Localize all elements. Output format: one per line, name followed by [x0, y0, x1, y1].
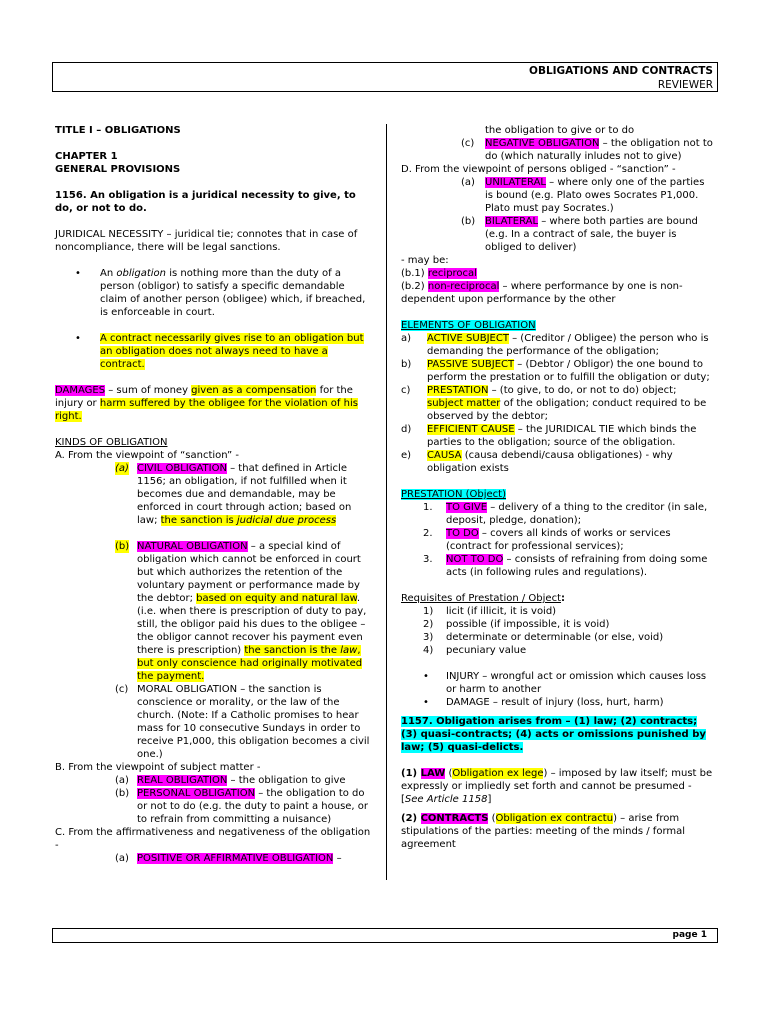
kinds-heading: KINDS OF OBLIGATION: [55, 437, 168, 448]
damages-def: DAMAGES – sum of money given as a compensation for the injury or harm suffered by the obligee for the violation of his right.: [55, 385, 358, 422]
header-subtitle: REVIEWER: [657, 79, 713, 91]
law-source: (1) LAW (Obligation ex lege) – imposed by law itself; must be expressly or impliedly set forth and cannot be presumed - [See Article 1158]: [401, 768, 713, 805]
list-item: 1) licit (if illicit, it is void): [423, 606, 557, 617]
list-item: c) PRESTATION – (to give, to do, or not to do) object; subject matter of the obligation; conduct required to be observed by the debtor;: [401, 385, 707, 422]
list-item: 3) determinate or determinable (or else, void): [423, 632, 664, 643]
right-column: [401, 124, 713, 851]
list-item: a) ACTIVE SUBJECT – (Creditor / Obligee) the person who is demanding the performance of the obligation;: [401, 333, 709, 357]
reciprocal-line: (b.1) reciprocal: [401, 268, 477, 279]
page-number: page 1: [672, 930, 707, 940]
article-1156: 1156. An obligation is a juridical necessity to give, to do, or not to do.: [55, 190, 356, 214]
header-title: OBLIGATIONS AND CONTRACTS: [529, 65, 713, 77]
list-item: (a) POSITIVE OR AFFIRMATIVE OBLIGATION –: [115, 853, 342, 864]
list-item: • DAMAGE – result of injury (loss, hurt, harm): [423, 697, 664, 708]
list-item: (a) UNILATERAL – where only one of the parties is bound (e.g. Plato owes Socrates P1,000. Plato must pay Socrates.): [461, 177, 705, 214]
bullet-icon: •: [423, 697, 429, 708]
list-item: e) CAUSA (causa debendi/causa obligationes) - why obligation exists: [401, 450, 673, 474]
requisites-list: [401, 605, 713, 657]
bullet-icon: •: [75, 268, 81, 279]
list-item: 1. TO GIVE – delivery of a thing to the creditor (in sale, deposit, pledge, donation);: [423, 502, 708, 526]
elements-heading: ELEMENTS OF OBLIGATION: [401, 320, 536, 331]
page-header: [52, 62, 718, 92]
list-item: • INJURY – wrongful act or omission which causes loss or harm to another: [423, 671, 707, 695]
requisites-heading: Requisites of Prestation / Object:: [401, 593, 565, 604]
list-item: 2) possible (if impossible, it is void): [423, 619, 610, 630]
elements-list: [401, 332, 713, 475]
list-item: b) PASSIVE SUBJECT – (Debtor / Obligor) the one bound to perform the prestation or to fulfill the obligation or duty;: [401, 359, 710, 383]
list-item: 2. TO DO – covers all kinds of works or services (contract for professional services);: [423, 528, 671, 552]
list-item: (b) PERSONAL OBLIGATION – the obligation to do or not to do (e.g. the duty to paint a house, or to refrain from committing a nuisance): [115, 788, 369, 825]
list-item: (b) NATURAL OBLIGATION – a special kind of obligation which cannot be enforced in court but which authorizes the retention of the voluntary payment or performance made by the debtor; based on equity and natural law. (i.e. when there is prescription of duty to pay, still, the obligor paid his dues to the obligee – the obligor cannot recover his payment even there is prescription) the sanction is the law, but only conscience had originally motivated the payment.: [115, 541, 367, 682]
contracts-source: (2) CONTRACTS (Obligation ex contractu) – arise from stipulations of the parties: meeting of the minds / formal agreement: [401, 813, 686, 850]
section-c: C. From the affirmativeness and negativeness of the obligation -: [55, 827, 371, 851]
column-divider: [386, 124, 387, 880]
list-item: • A contract necessarily gives rise to an obligation but an obligation does not always need to have a contract.: [75, 333, 364, 370]
prestation-heading: PRESTATION (Object): [401, 489, 506, 500]
may-be: - may be:: [401, 255, 449, 266]
list-item: (a) CIVIL OBLIGATION – that defined in Article 1156; an obligation, if not fulfilled when it becomes due and demandable, may be enforced in court through action; based on law; the sanction is judicial due process: [115, 463, 352, 526]
title-heading: TITLE I – OBLIGATIONS: [55, 125, 181, 136]
list-item: (c) NEGATIVE OBLIGATION – the obligation not to do (which naturally inludes not to give): [461, 138, 713, 162]
section-d: D. From the viewpoint of persons obliged - “sanction” -: [401, 164, 676, 175]
list-item: (b) BILATERAL – where both parties are bound (e.g. In a contract of sale, the buyer is obliged to deliver): [461, 216, 698, 253]
page-footer: [52, 928, 718, 943]
list-item: 3. NOT TO DO – consists of refraining from doing some acts (in following rules and regulations).: [423, 554, 708, 578]
list-item: d) EFFICIENT CAUSE – the JURIDICAL TIE which binds the parties to the obligation; source of the obligation.: [401, 424, 697, 448]
section-b: B. From the viewpoint of subject matter -: [55, 762, 261, 773]
left-column: [55, 124, 373, 865]
bullet-icon: •: [75, 333, 81, 344]
list-item: • An obligation is nothing more than the duty of a person (obligor) to satisfy a specific demandable claim of another person (obligee) which, if breached, is enforceable in court.: [75, 268, 366, 318]
prestation-list: [401, 501, 713, 579]
continuation: the obligation to give or to do: [485, 125, 635, 136]
list-item: (a) REAL OBLIGATION – the obligation to give: [115, 775, 346, 786]
list-item: 4) pecuniary value: [423, 645, 527, 656]
juridical-necessity-def: JURIDICAL NECESSITY – juridical tie; connotes that in case of noncompliance, there will be legal sanctions.: [55, 229, 358, 253]
list-item: (c) MORAL OBLIGATION – the sanction is conscience or morality, or the law of the church. (Note: If a Catholic promises to hear mass for 10 consecutive Sundays in order to receive P1,000, this obligation becomes a civil one.): [115, 684, 370, 760]
chapter-name: GENERAL PROVISIONS: [55, 164, 181, 175]
section-a: A. From the viewpoint of “sanction” -: [55, 450, 240, 461]
non-reciprocal-line: (b.2) non-reciprocal – where performance by one is non-dependent upon performance by the other: [401, 281, 683, 305]
article-1157: 1157. Obligation arises from – (1) law; (2) contracts; (3) quasi-contracts; (4) acts or omissions punished by law; (5) quasi-delicts.: [401, 716, 706, 753]
bullet-icon: •: [423, 671, 429, 682]
chapter-heading: CHAPTER 1: [55, 151, 118, 162]
